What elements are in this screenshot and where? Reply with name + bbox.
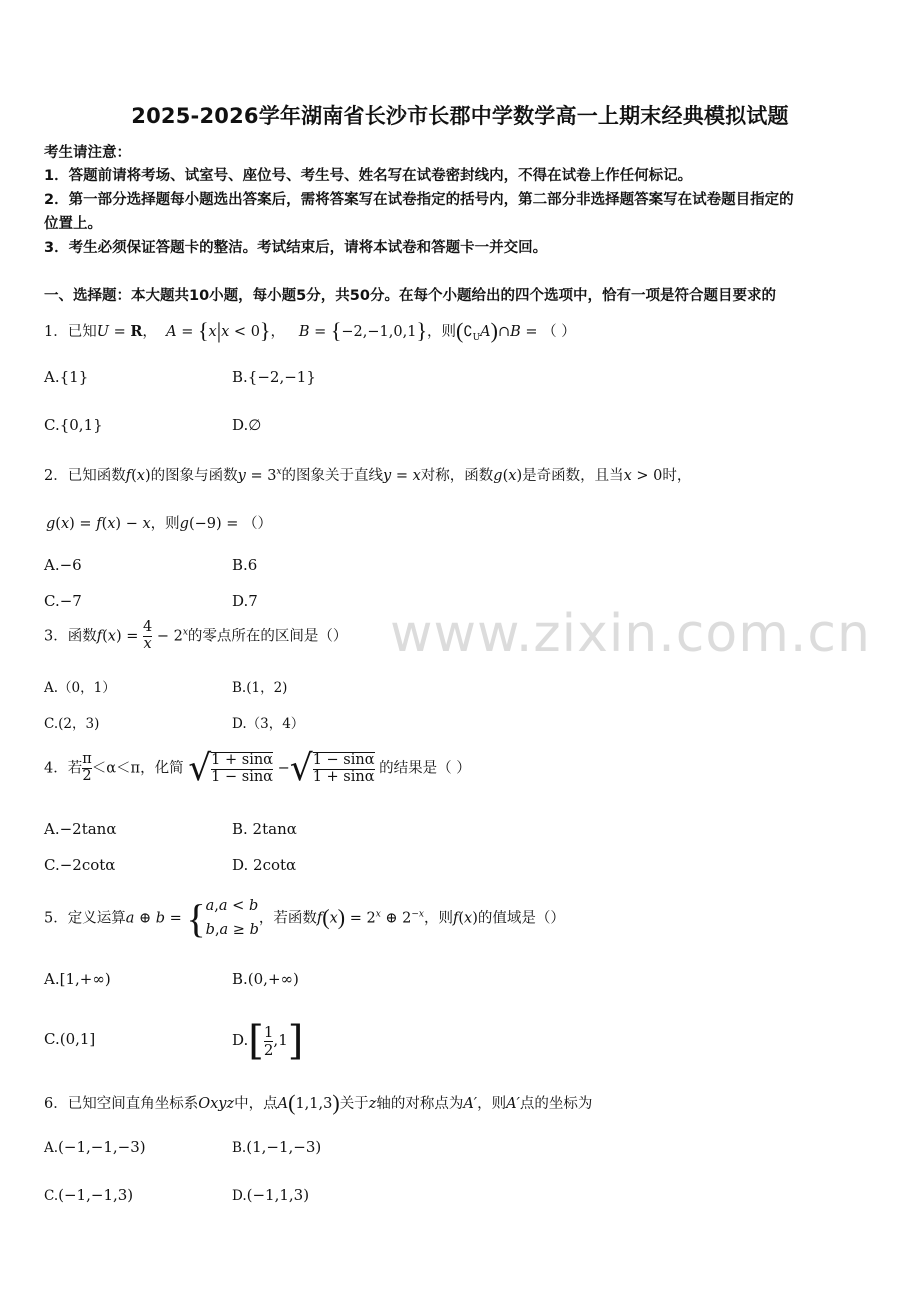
question-1-stem: 1．已知U = R， A = {x|x < 0}， B = {−2,−1,0,1}，则$(∁_UA)\cap B$ = （ ） bbox=[44, 318, 576, 343]
question-4-stem: 4．若 $\frac{\pi}{2}$ ＜α＜π，化简 √ $\frac{1 + \sin\alpha}{1 - \sin\alpha}$ −√ $\frac{1 - \sin\alpha}{1 + \sin\alpha}$ 的结果是（ ） bbox=[44, 748, 471, 789]
question-5-option-a[interactable]: A.[1,+∞) bbox=[44, 970, 111, 988]
question-2-stem-line2: g(x) = f(x) − x，则g(−9) = （） bbox=[46, 516, 272, 532]
question-3-option-a[interactable]: A.（0，1） bbox=[44, 680, 116, 696]
question-6-option-d[interactable]: D.(−1,1,3) bbox=[232, 1186, 310, 1204]
question-2-option-c[interactable]: C.−7 bbox=[44, 592, 82, 610]
question-3-option-c[interactable]: C.(2，3) bbox=[44, 716, 100, 732]
question-6-stem: 6．已知空间直角坐标系Oxyz中，点A(1,1,3)关于z轴的对称点为A′，则A′点的坐标为 bbox=[44, 1090, 593, 1115]
question-3-stem: 3．函数f(x) = $\frac{4}{x}$ − $2^x$的零点所在的区间是（） bbox=[44, 619, 348, 652]
question-4-option-a[interactable]: A.−2tanα bbox=[44, 820, 117, 838]
question-1-option-d[interactable]: D.∅ bbox=[232, 416, 262, 434]
notice-heading: 考生请注意： bbox=[44, 145, 131, 161]
question-3-option-b[interactable]: B.(1，2) bbox=[232, 680, 288, 696]
question-1-option-b[interactable]: B.{−2,−1} bbox=[232, 368, 316, 386]
question-5-option-b[interactable]: B.(0,+∞) bbox=[232, 970, 299, 988]
question-6-option-b[interactable]: B.(1,−1,−3) bbox=[232, 1138, 322, 1156]
question-4-option-c[interactable]: C.−2cotα bbox=[44, 856, 116, 874]
question-5-option-d[interactable]: D.[ $\frac{1}{2}$ ,1] bbox=[232, 1018, 304, 1064]
question-1-option-c[interactable]: C.{0,1} bbox=[44, 416, 103, 434]
notice-item-3: 3．考生必须保证答题卡的整洁。考试结束后，请将本试卷和答题卡一并交回。 bbox=[44, 240, 548, 256]
notice-item-2-cont: 位置上。 bbox=[44, 216, 102, 232]
page-title: 2025-2026学年湖南省长沙市长郡中学数学高一上期末经典模拟试题 bbox=[131, 104, 789, 128]
watermark: www.zixin.com.cn bbox=[390, 604, 871, 664]
question-6-option-c[interactable]: C.(−1,−1,3) bbox=[44, 1186, 134, 1204]
notice-item-2: 2．第一部分选择题每小题选出答案后，需将答案写在试卷指定的括号内，第二部分非选择题答案写在试卷题目指定的 bbox=[44, 192, 794, 208]
question-3-option-d[interactable]: D.（3，4） bbox=[232, 716, 305, 732]
section-heading: 一、选择题：本大题共10小题，每小题5分，共50分。在每个小题给出的四个选项中，恰有一项是符合题目要求的 bbox=[44, 288, 776, 304]
question-2-option-b[interactable]: B.6 bbox=[232, 556, 258, 574]
question-5-stem: 5．定义运算a ⊕ b = { a,a < b b,a ≥ b ，若函数$f(x) = 2^x$ ⊕ $2^{-x}$，则f(x)的值域是（） bbox=[44, 896, 565, 941]
notice-item-1: 1．答题前请将考场、试室号、座位号、考生号、姓名写在试卷密封线内，不得在试卷上作任何标记。 bbox=[44, 168, 693, 184]
question-4-option-b[interactable]: B. 2tanα bbox=[232, 820, 297, 838]
question-2-option-d[interactable]: D.7 bbox=[232, 592, 258, 610]
question-6-option-a[interactable]: A.(−1,−1,−3) bbox=[44, 1138, 146, 1156]
question-2-option-a[interactable]: A.−6 bbox=[44, 556, 82, 574]
question-5-option-c[interactable]: C.(0,1] bbox=[44, 1030, 96, 1048]
question-1-option-a[interactable]: A.{1} bbox=[44, 368, 89, 386]
question-4-option-d[interactable]: D. 2cotα bbox=[232, 856, 297, 874]
question-2-stem-line1: 2．已知函数f(x)的图象与函数$y = 3^x$的图象关于直线y = x对称，函数g(x)是奇函数，且当x > 0时， bbox=[44, 467, 692, 484]
